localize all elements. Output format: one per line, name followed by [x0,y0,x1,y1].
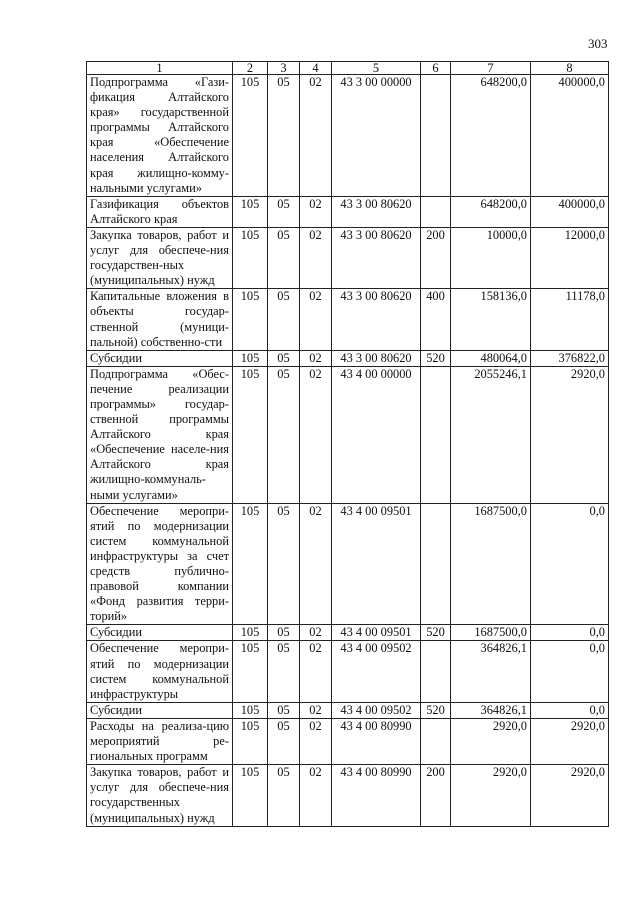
code-cell-3: 05 [268,718,300,764]
row-name-cell: Закупка товаров, работ и услуг для обеспече-ния государствен-ных (муниципальных) нужд [87,227,233,288]
code-cell-2: 105 [233,75,268,197]
expense-type-cell [421,641,451,702]
code-cell-3: 05 [268,196,300,227]
amount-cell-7: 648200,0 [451,75,531,197]
code-cell-2: 105 [233,196,268,227]
code-cell-4: 02 [300,366,332,503]
code-cell-4: 02 [300,75,332,197]
amount-cell-7: 2055246,1 [451,366,531,503]
table-row [87,350,609,366]
code-cell-2: 105 [233,289,268,350]
target-article-cell: 43 4 00 09501 [332,625,421,641]
amount-cell-7: 2920,0 [451,718,531,764]
row-name-cell: Капитальные вложения в объекты государ-ственной (муници-пальной) собственно-сти [87,289,233,350]
code-cell-3: 05 [268,641,300,702]
code-cell-3: 05 [268,75,300,197]
code-cell-4: 02 [300,702,332,718]
table-row [87,702,609,718]
code-cell-4: 02 [300,196,332,227]
code-cell-4: 02 [300,625,332,641]
amount-cell-7: 1687500,0 [451,625,531,641]
amount-cell-8: 2920,0 [531,718,609,764]
code-cell-4: 02 [300,289,332,350]
amount-cell-8: 0,0 [531,503,609,625]
header-cell: 2 [233,62,268,75]
code-cell-2: 105 [233,765,268,826]
code-cell-2: 105 [233,366,268,503]
table-row [87,366,609,503]
expense-type-cell [421,196,451,227]
code-cell-3: 05 [268,350,300,366]
row-name-cell: Подпрограмма «Обес-печение реализации программы» государ-ственной программы Алтайского края «Обеспечение населе-ния Алтайского края жилищно-коммуналь-ными услугами» [87,366,233,503]
budget-table [86,61,609,827]
expense-type-cell [421,718,451,764]
expense-type-cell [421,75,451,197]
header-cell: 1 [87,62,233,75]
code-cell-3: 05 [268,503,300,625]
amount-cell-7: 480064,0 [451,350,531,366]
code-cell-3: 05 [268,366,300,503]
row-name-cell: Подпрограмма «Гази-фикация Алтайского края» государственной программы Алтайского края «Обеспечение населения Алтайского края жилищно-комму-нальными услугами» [87,75,233,197]
row-name-cell: Газификация объектов Алтайского края [87,196,233,227]
code-cell-3: 05 [268,289,300,350]
expense-type-cell: 520 [421,350,451,366]
header-cell: 4 [300,62,332,75]
target-article-cell: 43 4 00 09501 [332,503,421,625]
expense-type-cell: 400 [421,289,451,350]
amount-cell-7: 10000,0 [451,227,531,288]
table-row [87,625,609,641]
table-row [87,75,609,197]
code-cell-4: 02 [300,718,332,764]
page-number: 303 [588,36,608,51]
amount-cell-8: 400000,0 [531,196,609,227]
code-cell-2: 105 [233,350,268,366]
row-name-cell: Расходы на реализа-цию мероприятий ре-гиональных программ [87,718,233,764]
expense-type-cell: 200 [421,227,451,288]
row-name-cell: Закупка товаров, работ и услуг для обеспече-ния государственных (муниципальных) нужд [87,765,233,826]
code-cell-3: 05 [268,702,300,718]
amount-cell-7: 2920,0 [451,765,531,826]
code-cell-2: 105 [233,702,268,718]
expense-type-cell: 200 [421,765,451,826]
target-article-cell: 43 4 00 09502 [332,702,421,718]
expense-type-cell: 520 [421,625,451,641]
code-cell-3: 05 [268,765,300,826]
target-article-cell: 43 4 00 09502 [332,641,421,702]
code-cell-2: 105 [233,718,268,764]
table-body [87,75,609,827]
header-cell: 7 [451,62,531,75]
header-cell: 8 [531,62,609,75]
table-row [87,289,609,350]
table-row [87,196,609,227]
amount-cell-7: 364826,1 [451,641,531,702]
code-cell-2: 105 [233,641,268,702]
code-cell-2: 105 [233,625,268,641]
amount-cell-8: 0,0 [531,702,609,718]
amount-cell-8: 2920,0 [531,366,609,503]
amount-cell-8: 0,0 [531,641,609,702]
amount-cell-8: 376822,0 [531,350,609,366]
table-row [87,503,609,625]
row-name-cell: Субсидии [87,702,233,718]
code-cell-4: 02 [300,227,332,288]
row-name-cell: Обеспечение меропри-ятий по модернизации систем коммунальной инфраструктуры за счет средств публично-правовой компании «Фонд развития терри-торий» [87,503,233,625]
amount-cell-7: 364826,1 [451,702,531,718]
header-cell: 5 [332,62,421,75]
code-cell-3: 05 [268,227,300,288]
row-name-cell: Обеспечение меропри-ятий по модернизации систем коммунальной инфраструктуры [87,641,233,702]
expense-type-cell [421,366,451,503]
row-name-cell: Субсидии [87,625,233,641]
amount-cell-7: 648200,0 [451,196,531,227]
target-article-cell: 43 3 00 80620 [332,289,421,350]
target-article-cell: 43 3 00 80620 [332,350,421,366]
amount-cell-8: 11178,0 [531,289,609,350]
amount-cell-7: 158136,0 [451,289,531,350]
table-row [87,765,609,826]
expense-type-cell: 520 [421,702,451,718]
header-row [87,62,609,75]
row-name-cell: Субсидии [87,350,233,366]
target-article-cell: 43 4 00 80990 [332,765,421,826]
code-cell-3: 05 [268,625,300,641]
target-article-cell: 43 3 00 00000 [332,75,421,197]
code-cell-4: 02 [300,350,332,366]
target-article-cell: 43 3 00 80620 [332,196,421,227]
table-row [87,227,609,288]
target-article-cell: 43 4 00 00000 [332,366,421,503]
amount-cell-8: 2920,0 [531,765,609,826]
table-row [87,718,609,764]
amount-cell-8: 12000,0 [531,227,609,288]
code-cell-4: 02 [300,503,332,625]
amount-cell-8: 0,0 [531,625,609,641]
code-cell-4: 02 [300,641,332,702]
code-cell-4: 02 [300,765,332,826]
target-article-cell: 43 3 00 80620 [332,227,421,288]
target-article-cell: 43 4 00 80990 [332,718,421,764]
header-cell: 6 [421,62,451,75]
amount-cell-7: 1687500,0 [451,503,531,625]
code-cell-2: 105 [233,503,268,625]
amount-cell-8: 400000,0 [531,75,609,197]
table-row [87,641,609,702]
code-cell-2: 105 [233,227,268,288]
header-cell: 3 [268,62,300,75]
expense-type-cell [421,503,451,625]
